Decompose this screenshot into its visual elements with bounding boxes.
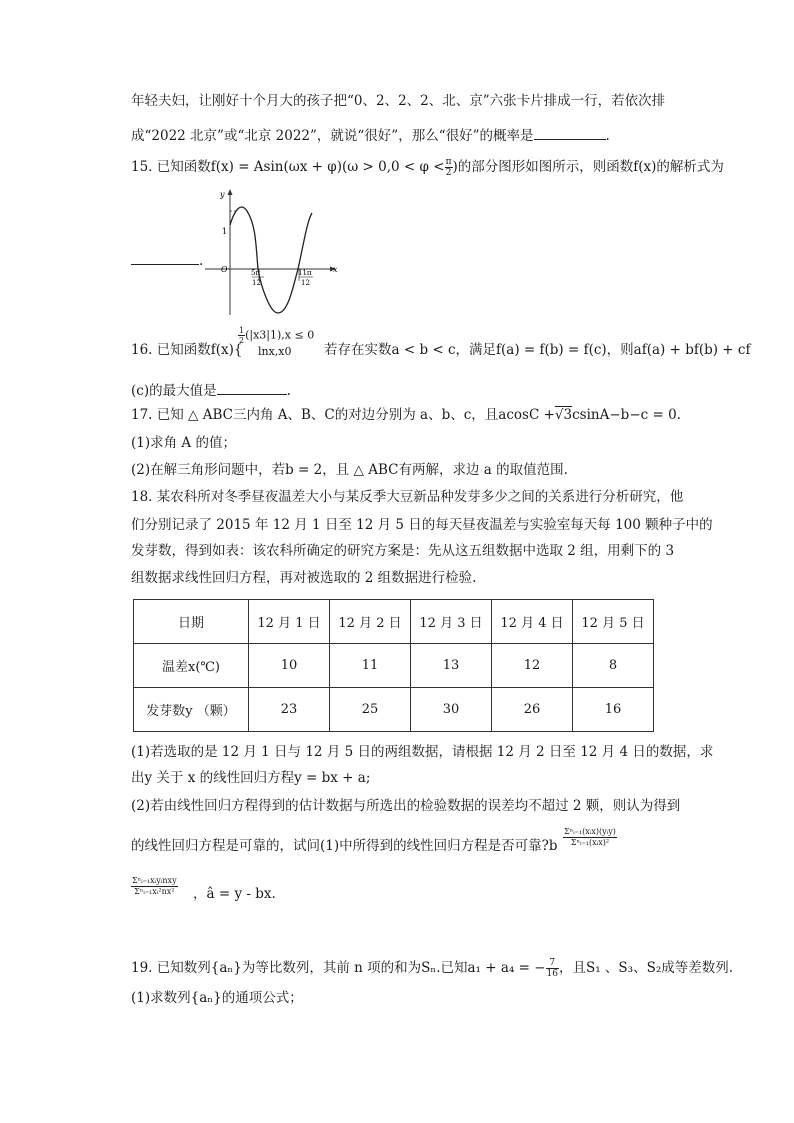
- p15-pre: 15. 已知函数f(x) = Asin(ωx + φ)(ω > 0,0 < φ <: [131, 159, 445, 175]
- table-header: 12 月 3 日: [411, 600, 492, 644]
- b2-numerator: Σⁿᵢ₌₁xᵢyᵢnxy: [132, 876, 177, 885]
- p16-case1: [238, 326, 314, 345]
- p19-post: ，且S₁ 、S₃、S₂成等差数列.: [558, 960, 734, 976]
- case1-text: (|x3|1),x ≤ 0: [245, 328, 315, 342]
- p16-piecewise: [238, 326, 314, 359]
- p16-post: 若存在实数a < b < c，满足f(a) = f(b) = f(c)，则af(a) + bf(b) + cf: [324, 342, 751, 358]
- tick1-den: 12: [252, 279, 261, 287]
- y-axis-arrow: [228, 189, 233, 195]
- p15-question: [131, 157, 724, 178]
- p18-line2: 们分别记录了 2015 年 12 月 1 日至 12 月 5 日的每天昼夜温差与实验室每天每 100 颗种子中的: [131, 517, 713, 533]
- p17-q1: (1)求角 A 的值；: [131, 435, 236, 451]
- p19-pre: 19. 已知数列{aₙ}为等比数列，其前 n 项的和为Sₙ.已知a₁ + a₄ = −: [131, 960, 546, 976]
- p18-q1-line1: (1)若选取的是 12 月 1 日与 12 月 5 日的两组数据，请根据 12 月 2 日至 12 月 4 日的数据，求: [131, 744, 714, 760]
- p18-q1-line2: 出y 关于 x 的线性回归方程y = bx + a;: [131, 770, 371, 786]
- p19-question: [131, 958, 733, 979]
- p17-q2: (2)在解三角形问题中，若b = 2，且 △ ABC有两解，求边 a 的取值范围.: [131, 462, 568, 478]
- answer-blank: [217, 380, 287, 395]
- a-formula: ，â = y - bx.: [193, 886, 276, 902]
- table-cell: 26: [492, 688, 573, 732]
- table-cell: 8: [573, 644, 654, 688]
- p14-line2-text: 成“2022 北京”或“北京 2022”，就说“很好”，那么“很好”的概率是: [131, 128, 534, 144]
- p15-tail: .: [199, 253, 204, 269]
- p18-q2-line2: 的线性回归方程是可靠的，试问(1)中所得到的线性回归方程是否可靠?b: [131, 838, 558, 854]
- answer-blank: [534, 125, 606, 140]
- p16-pre: 16. 已知函数f(x){: [131, 342, 243, 358]
- p16-line2-end: .: [286, 383, 291, 399]
- table-header: 日期: [134, 600, 249, 644]
- p17-post: csinA−b−c = 0.: [572, 407, 681, 423]
- p17-question: [131, 405, 681, 425]
- table-cell: 12: [492, 644, 573, 688]
- p15-answer-line: [131, 250, 203, 271]
- frac-den: 16: [546, 969, 558, 979]
- sine-graph: [200, 185, 350, 320]
- p18-q2-line1: (2)若由线性回归方程得到的估计数据与所选出的检验数据的误差均不超过 2 颗，则认为得到: [131, 798, 681, 814]
- b-formula-fraction: [563, 827, 617, 848]
- frac-num: π: [445, 157, 452, 167]
- p14-line2-end: .: [605, 128, 610, 144]
- sqrt3: √3: [554, 407, 573, 423]
- table-header: 12 月 5 日: [573, 600, 654, 644]
- table-cell: 10: [249, 644, 330, 688]
- tick2-den: 12: [301, 279, 310, 287]
- data-table: [133, 599, 654, 732]
- p14-line1: 年轻夫妇，让刚好十个月大的孩子把“0、2、2、2、北、京”六张卡片排成一行，若依次排: [131, 93, 666, 109]
- p18-line1: 18. 某农科所对冬季昼夜温差大小与某反季大豆新品种发芽多少之间的关系进行分析研究，他: [131, 489, 684, 505]
- frac-den: 2: [445, 168, 452, 178]
- table-cell: 25: [330, 688, 411, 732]
- sine-curve: [230, 207, 312, 313]
- p14-line2: [131, 125, 610, 146]
- table-header: 12 月 2 日: [330, 600, 411, 644]
- table-cell: 13: [411, 644, 492, 688]
- table-header-row: [134, 600, 654, 644]
- p17-pre: 17. 已知 △ ABC三内角 A、B、C的对边分别为 a、b、c，且acosC +: [131, 407, 555, 423]
- p16-case2: lnx,x0: [258, 345, 292, 358]
- table-header: 12 月 4 日: [492, 600, 573, 644]
- table-header: 12 月 1 日: [249, 600, 330, 644]
- y-axis-label: y: [220, 190, 225, 199]
- row-label: 发芽数y （颗）: [134, 688, 249, 732]
- b-denominator: Σⁿᵢ₌₁(xᵢx)²: [570, 838, 610, 847]
- p16-line2: [131, 380, 291, 401]
- p16-line2-text: (c)的最大值是: [131, 383, 217, 399]
- table-cell: 16: [573, 688, 654, 732]
- row-label: 温差x(℃): [134, 644, 249, 688]
- p15-post: )的部分图形如图所示，则函数f(x)的解析式为: [452, 159, 724, 175]
- p18-line4: 组数据求线性回归方程，再对被选取的 2 组数据进行检验.: [131, 570, 477, 586]
- y-tick-label: 1: [222, 227, 228, 236]
- b2-denominator: Σⁿᵢ₌₁xᵢ²nx²: [134, 887, 175, 896]
- answer-blank: [131, 250, 199, 265]
- p16-question: [131, 340, 243, 360]
- b-numerator: Σⁿᵢ₌₁(xᵢx)(yᵢy): [564, 827, 616, 836]
- frac-num: 7: [546, 958, 559, 969]
- frac-num: 1: [239, 326, 245, 335]
- table-cell: 23: [249, 688, 330, 732]
- pi-over-2-fraction: [445, 157, 453, 178]
- table-cell: 11: [330, 644, 411, 688]
- table-cell: 30: [411, 688, 492, 732]
- b-alt-fraction: [131, 876, 178, 897]
- origin-label: O: [221, 265, 228, 274]
- seven-sixteenths-fraction: [546, 958, 559, 979]
- tick1-num: 5π: [251, 269, 261, 277]
- tick2-num: 11π: [298, 269, 312, 277]
- x-axis-label: x: [333, 265, 338, 274]
- table-row: [134, 688, 654, 732]
- table-row: [134, 644, 654, 688]
- p19-q1: (1)求数列{aₙ}的通项公式；: [131, 990, 303, 1006]
- frac-den: 2: [239, 336, 245, 345]
- p18-line3: 发芽数，得到如表：该农科所确定的研究方案是：先从这五组数据中选取 2 组，用剩下的 3: [131, 543, 675, 559]
